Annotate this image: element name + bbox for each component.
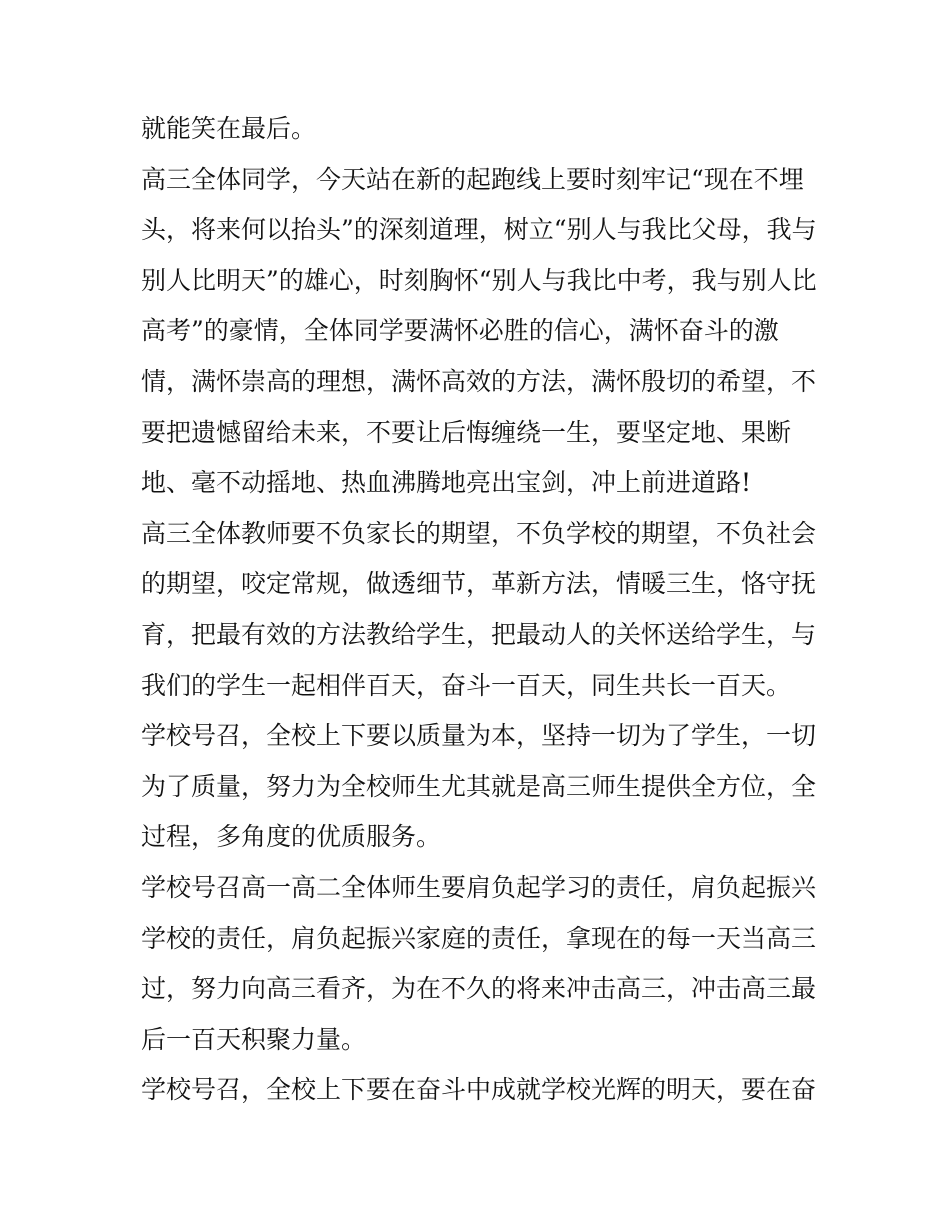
text-line: 就能笑在最后。 <box>141 114 317 143</box>
text-line: 过，努力向高三看齐，为在不久的将来冲击高三，冲击高三最 <box>141 974 817 1004</box>
text-line: 头，将来何以抬头”的深刻道理，树立“别人与我比父母，我与 <box>141 215 817 245</box>
text-line: 学校号召高一高二全体师生要肩负起学习的责任，肩负起振兴 <box>141 872 817 902</box>
text-line: 高考”的豪情，全体同学要满怀必胜的信心，满怀奋斗的激 <box>141 316 779 346</box>
text-line: 高三全体同学，今天站在新的起跑线上要时刻牢记“现在不埋 <box>141 164 804 194</box>
text-line: 别人比明天”的雄心，时刻胸怀“别人与我比中考，我与别人比 <box>141 265 817 295</box>
text-line: 过程，多角度的优质服务。 <box>141 822 442 852</box>
text-line: 的期望，咬定常规，做透细节，革新方法，情暖三生，恪守抚 <box>141 569 817 599</box>
text-line: 学校号召，全校上下要在奋斗中成就学校光辉的明天，要在奋 <box>141 1075 817 1105</box>
text-line: 为了质量，努力为全校师生尤其就是高三师生提供全方位，全 <box>141 771 817 801</box>
text-line: 情，满怀崇高的理想，满怀高效的方法，满怀殷切的希望，不 <box>141 366 817 396</box>
text-line: 高三全体教师要不负家长的期望，不负学校的期望，不负社会 <box>141 518 817 548</box>
text-line: 学校号召，全校上下要以质量为本，坚持一切为了学生，一切 <box>141 721 817 751</box>
text-line: 育，把最有效的方法教给学生，把最动人的关怀送给学生，与 <box>141 619 817 649</box>
text-line: 学校的责任，肩负起振兴家庭的责任，拿现在的每一天当高三 <box>141 923 817 953</box>
text-line: 后一百天积聚力量。 <box>141 1024 367 1054</box>
body-text <box>141 104 817 1116</box>
text-line: 我们的学生一起相伴百天，奋斗一百天，同生共长一百天。 <box>141 670 792 700</box>
text-line: 地、毫不动摇地、热血沸腾地亮出宝剑，冲上前进道路! <box>141 468 752 498</box>
text-line: 要把遗憾留给未来，不要让后悔缠绕一生，要坚定地、果断 <box>141 417 792 447</box>
